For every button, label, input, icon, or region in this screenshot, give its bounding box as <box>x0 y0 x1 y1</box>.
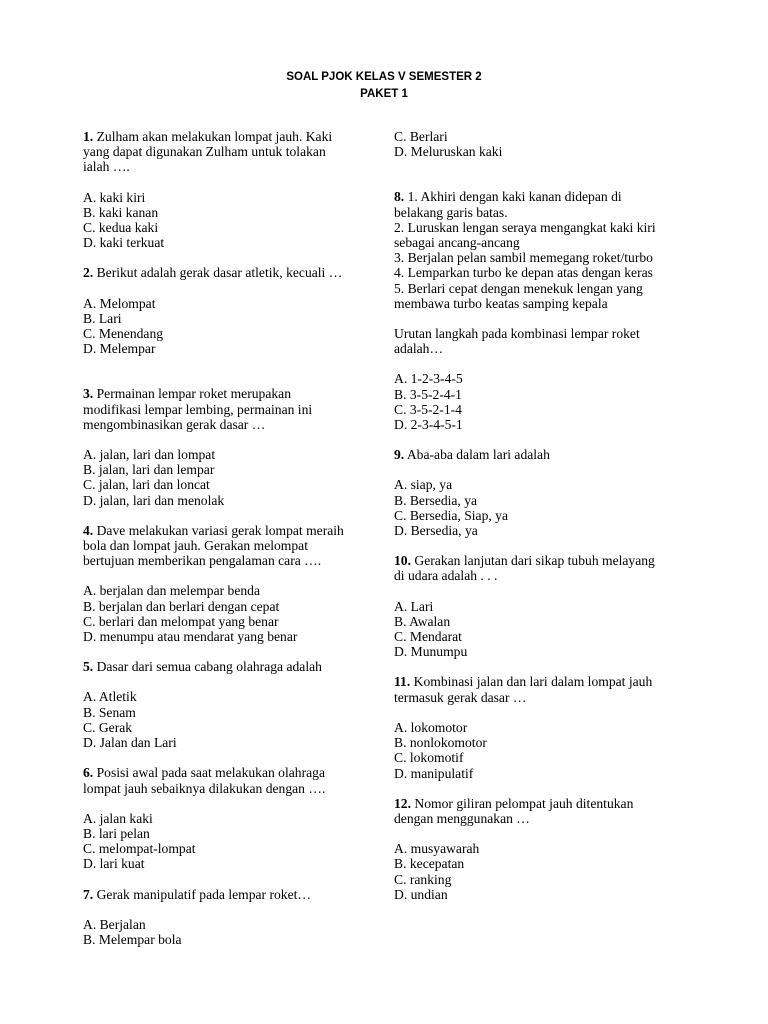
question-text: Dave melakukan variasi gerak lompat meraih <box>96 522 344 538</box>
answer-option[interactable]: B. Senam <box>83 704 136 720</box>
answer-option[interactable]: C. ranking <box>394 871 452 887</box>
question-number: 8. <box>394 189 405 205</box>
question-3 <box>83 386 373 507</box>
answer-option[interactable]: D. kaki terkuat <box>83 235 165 251</box>
answer-options <box>394 129 694 159</box>
answer-option[interactable]: C. kedua kaki <box>83 220 159 236</box>
question-text: yang dapat digunakan Zulham untuk tolakan <box>83 144 326 160</box>
question-text: di udara adalah . . . <box>394 568 498 584</box>
answer-option[interactable]: A. jalan, lari dan lompat <box>83 447 216 463</box>
question-number: 4. <box>83 522 94 538</box>
question-text: 5. Berlari cepat dengan menekuk lengan yang <box>394 280 643 296</box>
answer-option[interactable]: A. siap, ya <box>394 477 453 493</box>
answer-option[interactable]: B. kecepatan <box>394 856 465 872</box>
question-text: mengombinasikan gerak dasar … <box>83 416 266 432</box>
answer-option[interactable]: A. berjalan dan melempar benda <box>83 583 261 599</box>
question-text: bertujuan memberikan pengalaman cara …. <box>83 553 322 569</box>
question-number: 1. <box>83 129 94 144</box>
question-number: 6. <box>83 765 94 781</box>
answer-option[interactable]: B. nonlokomotor <box>394 735 487 751</box>
question-text: dengan menggunakan … <box>394 810 530 826</box>
question-text: sebagai ancang-ancang <box>394 235 520 251</box>
answer-option[interactable]: C. Mendarat <box>394 629 462 645</box>
answer-option[interactable]: D. jalan, lari dan menolak <box>83 492 225 508</box>
right-column <box>394 129 694 902</box>
question-text: Nomor giliran pelompat jauh ditentukan <box>414 795 634 811</box>
question-text: Gerak manipulatif pada lempar roket… <box>96 886 312 902</box>
question-text: lompat jauh sebaiknya dilakukan dengan …. <box>83 780 326 796</box>
answer-options <box>83 811 373 872</box>
question-number: 7. <box>83 886 94 902</box>
answer-option[interactable]: B. Lari <box>83 310 122 326</box>
question-number: 5. <box>83 659 94 675</box>
answer-option[interactable]: D. manipulatif <box>394 765 474 781</box>
question-text: Zulham akan melakukan lompat jauh. Kaki <box>96 129 333 144</box>
answer-option[interactable]: C. Bersedia, Siap, ya <box>394 507 509 523</box>
question-12 <box>394 796 694 902</box>
question-text: bola dan lompat jauh. Gerakan melompat <box>83 538 308 554</box>
answer-option[interactable]: B. berjalan dan berlari dengan cepat <box>83 598 280 614</box>
question-text: 1. Akhiri dengan kaki kanan didepan di <box>407 189 622 205</box>
answer-option[interactable]: B. Melempar bola <box>83 931 182 947</box>
answer-option[interactable]: D. Munumpu <box>394 644 468 660</box>
question-2 <box>83 265 373 356</box>
question-text: 4. Lemparkan turbo ke depan atas dengan keras <box>394 265 653 281</box>
question-number: 11. <box>394 674 411 690</box>
answer-options <box>394 720 694 781</box>
answer-option[interactable]: C. 3-5-2-1-4 <box>394 401 462 417</box>
question-prompt: Urutan langkah pada kombinasi lempar roket <box>394 326 640 342</box>
answer-option[interactable]: D. menumpu atau mendarat yang benar <box>83 629 298 645</box>
question-text: 2. Luruskan lengan seraya mengangkat kaki kiri <box>394 219 656 235</box>
question-7 <box>83 887 373 948</box>
answer-option[interactable]: C. berlari dan melompat yang benar <box>83 613 279 629</box>
question-text: Kombinasi jalan dan lari dalam lompat jauh <box>413 674 653 690</box>
question-text: membawa turbo keatas samping kepala <box>394 295 608 311</box>
answer-options <box>394 371 694 432</box>
answer-option[interactable]: D. undian <box>394 886 448 902</box>
header <box>0 69 768 103</box>
question-prompt: adalah… <box>394 341 444 357</box>
question-number: 2. <box>83 265 94 281</box>
question-text: Posisi awal pada saat melakukan olahraga <box>96 765 325 781</box>
answer-option[interactable]: C. melompat-lompat <box>83 841 196 857</box>
answer-option[interactable]: C. Menendang <box>83 326 164 342</box>
answer-options <box>83 689 373 750</box>
question-number: 10. <box>394 553 411 569</box>
question-text: modifikasi lempar lembing, permainan ini <box>83 401 313 417</box>
question-8 <box>394 189 694 432</box>
answer-options <box>83 447 373 508</box>
answer-options <box>394 599 694 660</box>
answer-option[interactable]: A. musyawarah <box>394 841 480 857</box>
answer-options <box>394 477 694 538</box>
question-10 <box>394 553 694 659</box>
question-6 <box>83 765 373 871</box>
answer-option[interactable]: C. Berlari <box>394 129 448 144</box>
question-11 <box>394 674 694 780</box>
answer-options <box>83 583 373 644</box>
answer-option[interactable]: B. Awalan <box>394 613 451 629</box>
question-9 <box>394 447 694 538</box>
answer-options <box>83 190 373 251</box>
question-1 <box>83 129 373 250</box>
answer-option[interactable]: B. jalan, lari dan lempar <box>83 462 215 478</box>
question-text: Aba-aba dalam lari adalah <box>406 447 550 463</box>
question-text: ialah …. <box>83 159 130 175</box>
answer-options <box>394 841 694 902</box>
answer-option[interactable]: A. Melompat <box>83 295 156 311</box>
answer-option[interactable]: A. 1-2-3-4-5 <box>394 371 463 387</box>
question-text: Dasar dari semua cabang olahraga adalah <box>96 659 322 675</box>
answer-option[interactable]: A. Atletik <box>83 689 137 705</box>
answer-option[interactable]: B. kaki kanan <box>83 204 159 220</box>
question-text: Permainan lempar roket merupakan <box>96 386 291 402</box>
question-number: 12. <box>394 795 411 811</box>
answer-option[interactable]: D. 2-3-4-5-1 <box>394 417 463 433</box>
answer-option[interactable]: D. Meluruskan kaki <box>394 144 503 160</box>
question-text: Gerakan lanjutan dari sikap tubuh melayang <box>414 553 655 569</box>
question-text: belakang garis batas. <box>394 204 508 220</box>
question-4 <box>83 523 373 644</box>
answer-option[interactable]: A. kaki kiri <box>83 189 146 205</box>
answer-option[interactable]: B. lari pelan <box>83 825 150 841</box>
answer-option[interactable]: D. Jalan dan Lari <box>83 735 177 751</box>
question-7-continued <box>394 129 694 159</box>
question-text: termasuk gerak dasar … <box>394 689 527 705</box>
answer-option[interactable]: D. Melempar <box>83 341 156 357</box>
answer-options <box>83 296 373 357</box>
answer-option[interactable]: B. 3-5-2-4-1 <box>394 386 462 402</box>
answer-option[interactable]: C. lokomotif <box>394 750 464 766</box>
answer-option[interactable]: A. jalan kaki <box>83 810 153 826</box>
question-text: Berikut adalah gerak dasar atletik, kecuali … <box>96 265 343 281</box>
answer-option[interactable]: A. Lari <box>394 598 434 614</box>
document-subtitle: PAKET 1 <box>360 88 408 100</box>
document-title: SOAL PJOK KELAS V SEMESTER 2 <box>286 71 482 83</box>
answer-option[interactable]: D. lari kuat <box>83 856 145 872</box>
answer-option[interactable]: D. Bersedia, ya <box>394 523 478 539</box>
question-number: 3. <box>83 386 94 402</box>
answer-option[interactable]: B. Bersedia, ya <box>394 492 478 508</box>
answer-options <box>83 917 373 947</box>
question-number: 9. <box>394 447 405 463</box>
question-5 <box>83 659 373 750</box>
answer-option[interactable]: A. Berjalan <box>83 916 146 932</box>
question-text: 3. Berjalan pelan sambil memegang roket/turbo <box>394 250 653 266</box>
answer-option[interactable]: C. jalan, lari dan loncat <box>83 477 210 493</box>
answer-option[interactable]: A. lokomotor <box>394 719 468 735</box>
left-column <box>83 129 373 947</box>
answer-option[interactable]: C. Gerak <box>83 719 133 735</box>
